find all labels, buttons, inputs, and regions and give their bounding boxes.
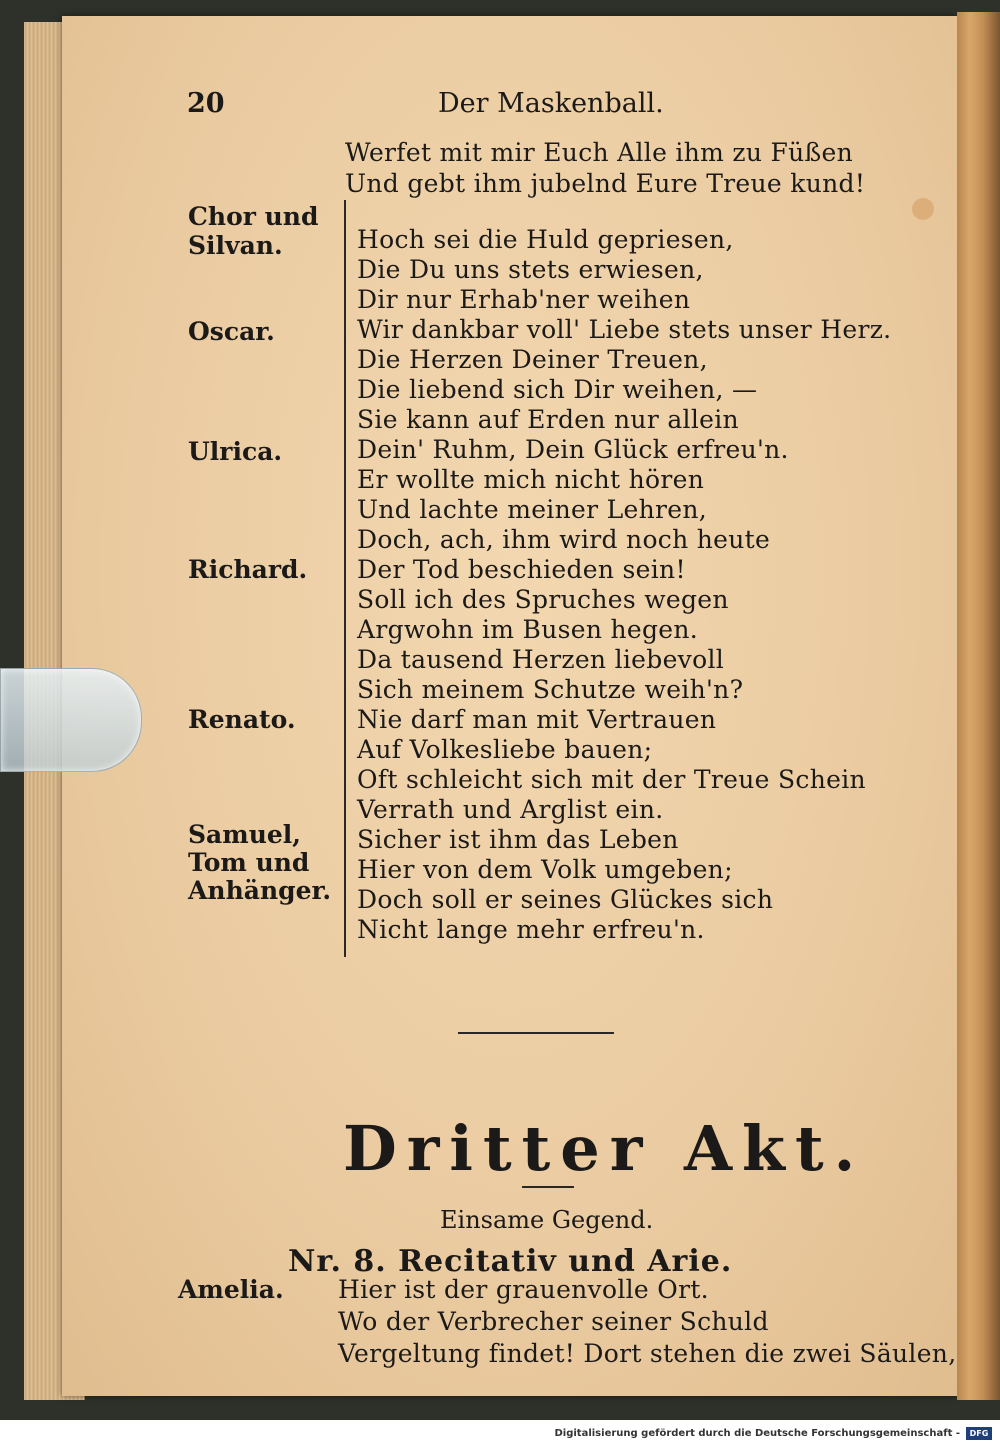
verse-line: Sicher ist ihm das Leben <box>357 825 679 854</box>
verse-line: Argwohn im Busen hegen. <box>357 615 699 644</box>
section-divider <box>458 1032 614 1034</box>
verse-line: Doch, ach, ihm wird noch heute <box>357 525 771 554</box>
verse-line: Der Tod beschieden sein! <box>357 555 686 584</box>
verse-line: Er wollte mich nicht hören <box>357 465 705 494</box>
speaker-name: Tom und <box>188 848 310 877</box>
speaker-name: Oscar. <box>188 317 275 346</box>
paper-stain <box>912 198 934 220</box>
footer-credit: Digitalisierung gefördert durch die Deutsche Forschungsgemeinschaft - <box>554 1428 960 1439</box>
verse-line: Oft schleicht sich mit der Treue Schein <box>357 765 866 794</box>
act-title-underline <box>522 1186 574 1188</box>
verse-line: Werfet mit mir Euch Alle ihm zu Füßen <box>345 138 854 167</box>
verse-line: Da tausend Herzen liebevoll <box>357 645 725 674</box>
verse-line: Hier ist der grauenvolle Ort. <box>338 1275 709 1304</box>
verse-line: Auf Volkesliebe bauen; <box>357 735 653 764</box>
verse-line: Sie kann auf Erden nur allein <box>357 405 739 434</box>
verse-line: Wir dankbar voll' Liebe stets unser Herz. <box>357 315 892 344</box>
verse-line: Verrath und Arglist ein. <box>357 795 664 824</box>
verse-line: Vergeltung findet! Dort stehen die zwei Säulen, <box>338 1339 957 1368</box>
verse-line: Hier von dem Volk umgeben; <box>357 855 733 884</box>
verse-line: Sich meinem Schutze weih'n? <box>357 675 744 704</box>
running-head-title: Der Maskenball. <box>438 88 664 119</box>
verse-line: Wo der Verbrecher seiner Schuld <box>338 1307 769 1336</box>
scene-description: Einsame Gegend. <box>440 1206 654 1234</box>
verse-line: Dir nur Erhab'ner weihen <box>357 285 691 314</box>
verse-line: Die Du uns stets erwiesen, <box>357 255 704 284</box>
page-clip <box>0 668 142 772</box>
verse-line: Nie darf man mit Vertrauen <box>357 705 717 734</box>
ensemble-brace <box>344 200 346 957</box>
speaker-name: Ulrica. <box>188 437 283 466</box>
speaker-name: Renato. <box>188 705 296 734</box>
number-heading: Nr. 8. Recitativ und Arie. <box>288 1244 733 1279</box>
verse-line: Soll ich des Spruches wegen <box>357 585 729 614</box>
verse-line: Die liebend sich Dir weihen, — <box>357 375 758 404</box>
speaker-name: Amelia. <box>178 1275 284 1304</box>
verse-line: Hoch sei die Huld gepriesen, <box>357 225 734 254</box>
speaker-name: Samuel, <box>188 820 301 849</box>
page-number: 20 <box>187 88 225 119</box>
verse-line: Dein' Ruhm, Dein Glück erfreu'n. <box>357 435 789 464</box>
speaker-name: Silvan. <box>188 231 283 260</box>
verse-line: Und lachte meiner Lehren, <box>357 495 707 524</box>
verse-line: Die Herzen Deiner Treuen, <box>357 345 708 374</box>
speaker-name: Richard. <box>188 555 308 584</box>
act-title: Dritter Akt. <box>343 1112 866 1185</box>
verse-line: Und gebt ihm jubelnd Eure Treue kund! <box>345 169 866 198</box>
dfg-logo: DFG <box>966 1427 992 1440</box>
speaker-name: Anhänger. <box>188 876 332 905</box>
speaker-name: Chor und <box>188 202 319 231</box>
verse-line: Doch soll er seines Glückes sich <box>357 885 774 914</box>
verse-line: Nicht lange mehr erfreu'n. <box>357 915 705 944</box>
page-edge-right <box>957 12 1000 1400</box>
